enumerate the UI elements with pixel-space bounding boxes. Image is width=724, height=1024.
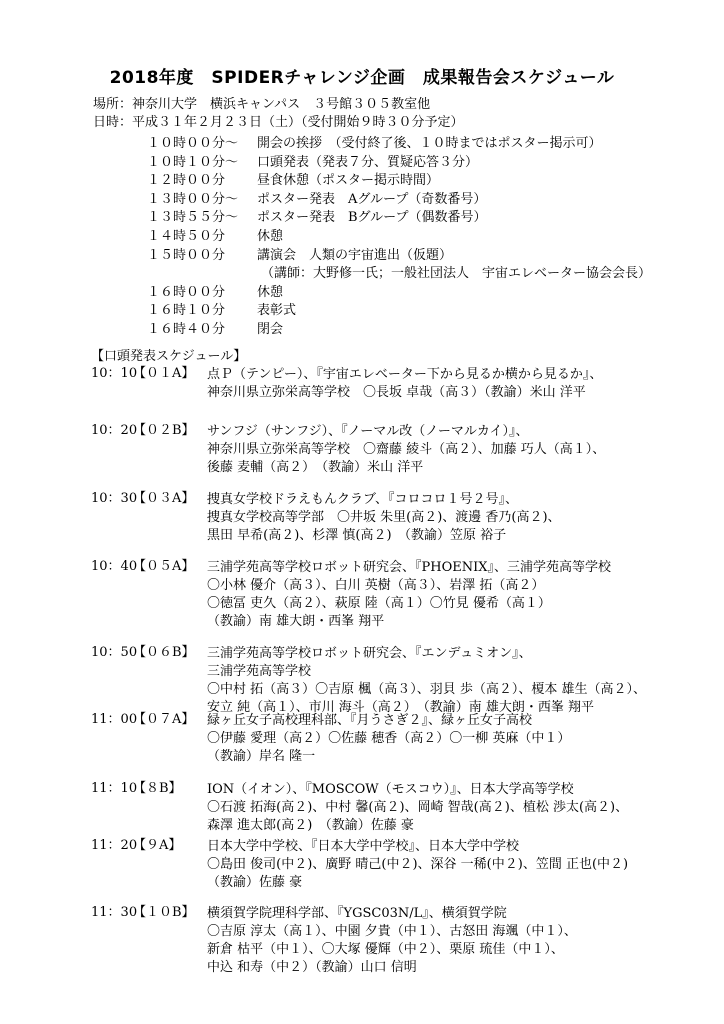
program-time: １３時５５分～ (147, 210, 239, 226)
session-members-line: 捜真女学校高等学部 〇井坂 朱里(高２)、渡邊 香乃(高２)、 (207, 510, 561, 525)
session-members-line: 三浦学苑高等学校 (207, 664, 312, 679)
program-time: １６時００分 (147, 284, 226, 300)
datetime-line: 日時：平成３１年２月２３日（土）（受付開始９時３０分予定） (93, 115, 464, 130)
session-code: 【９A】 (133, 838, 182, 853)
program-time: １０時１０分～ (147, 154, 239, 170)
program-time: １３時００分～ (147, 191, 239, 207)
program-time: １０時００分～ (147, 136, 239, 151)
session-code: 【０１A】 (133, 366, 195, 381)
program-time: １２時００分 (147, 173, 226, 189)
session-time: 10：10 (91, 366, 138, 381)
session-title-line: 捜真女学校ドラえもんクラブ、『コロコロ１号２号』、 (207, 492, 518, 507)
program-time: １４時５０分 (147, 229, 226, 244)
session-members-line: 〇徳冨 吏久（高２）、萩原 陸（高１）〇竹見 優希（高１） (207, 596, 551, 611)
session-members-line: （教諭）佐藤 豪 (207, 875, 303, 890)
oral-schedule-heading: 【口頭発表スケジュール】 (91, 349, 247, 364)
venue-line: 場所：神奈川大学 横浜キャンパス ３号館３０５教室他 (93, 97, 431, 112)
session-title-line: 点Ｐ（テンピー）、『宇宙エレベーター下から見るか横から見るか』、 (207, 367, 603, 382)
session-time: 11：20 (91, 838, 138, 853)
session-members-line: 〇吉原 淳太（高１）、中園 夕貴（中１）、古怒田 海颯（中１）、 (207, 924, 577, 939)
session-code: 【０２B】 (133, 423, 195, 438)
session-time: 10：50 (91, 645, 138, 660)
page-title: 2018年度 SPIDERチャレンジ企画 成果報告会スケジュール (109, 68, 615, 88)
session-members-line: （教諭）南 雄大朗・西峯 翔平 (207, 614, 385, 629)
session-members-line: 中込 和寿（中２）（教諭）山口 信明 (207, 960, 417, 975)
program-item: 休憩 (257, 229, 284, 244)
session-members-line: 〇小林 優介（高３）、白川 英樹（高３）、岩澤 拓（高２） (207, 578, 545, 593)
session-time: 10：30 (91, 491, 138, 506)
program-time: １６時１０分 (147, 303, 226, 319)
program-item: ポスター発表 Bグループ（偶数番号） (257, 210, 487, 226)
program-item: 昼食休憩（ポスター掲示時間） (257, 173, 440, 189)
program-item: ポスター発表 Aグループ（奇数番号） (257, 191, 487, 207)
program-time: １６時４０分 (147, 322, 226, 337)
session-title-line: 緑ヶ丘女子高校理科部、『月うさぎ２』、緑ヶ丘女子高校 (207, 713, 533, 728)
session-code: 【０６B】 (133, 645, 195, 660)
session-code: 【０５A】 (133, 559, 195, 574)
session-title-line: ION（イオン）、『MOSCOW（モスコウ）』、日本大学高等学校 (207, 782, 574, 797)
session-title-line: サンフジ（サンフジ）、『ノーマル改（ノーマルカイ）』、 (207, 424, 529, 439)
program-item: 閉会 (257, 322, 284, 337)
session-title-line: 日本大学中学校、『日本大学中学校』、日本大学中学校 (207, 839, 520, 854)
session-time: 11：00 (91, 712, 138, 727)
session-title-line: 三浦学苑高等学校ロボット研究会、『エンデュミオン』、 (207, 646, 532, 661)
session-members-line: 新倉 枯平（中１）、〇大塚 優輝（中２）、栗原 琉佳（中１）、 (207, 942, 564, 957)
session-members-line: 〇中村 拓（高３）〇吉原 楓（高３）、羽貝 歩（高２）、榎本 雄生（高２）、 (207, 682, 647, 697)
session-title-line: 三浦学苑高等学校ロボット研究会、『PHOENIX』、三浦学苑高等学校 (207, 560, 611, 575)
program-item: 表彰式 (257, 303, 297, 319)
session-members-line: 後藤 麦輔（高２） （教諭）米山 洋平 (207, 460, 424, 475)
program-item: 講演会 人類の宇宙進出（仮題） (257, 247, 453, 263)
session-members-line: （教諭）岸名 隆一 (207, 749, 316, 764)
session-members-line: 〇伊藤 愛理（高２）〇佐藤 穂香（高２）〇一柳 英麻（中１） (207, 731, 571, 746)
program-item: 口頭発表（発表７分、質疑応答３分） (257, 154, 479, 170)
session-time: 11：30 (91, 905, 138, 920)
session-title-line: 横須賀学院理科学部、『YGSC03N/L』、横須賀学院 (207, 906, 507, 921)
session-time: 10：40 (91, 559, 138, 574)
session-members-line: 神奈川県立弥栄高等学校 〇長坂 卓哉（高３）（教諭）米山 洋平 (207, 385, 586, 400)
program-time: １５時００分 (147, 247, 226, 263)
session-time: 11：10 (91, 781, 138, 796)
program-item: 開会の挨拶 （受付終了後、１０時まではポスター掲示可） (257, 136, 602, 151)
session-members-line: 〇石渡 拓海(高２)、中村 馨(高２)、岡崎 智哉(高２)、植松 渉太(高２)、 (207, 800, 629, 815)
session-members-line: 神奈川県立弥栄高等学校 〇齋藤 綾斗（高２）、加藤 巧人（高１）、 (207, 442, 606, 457)
session-members-line: 黒田 早希(高２)、杉澤 慎(高２) （教諭）笠原 裕子 (207, 528, 507, 543)
session-code: 【８B】 (133, 781, 182, 796)
session-members-line: 安立 純（高１）、市川 海斗（高２） （教諭）南 雄大朗・西峯 翔平 (207, 700, 595, 715)
program-item: 休憩 (257, 284, 284, 300)
session-members-line: 〇島田 俊司(中２)、廣野 晴己(中２)、深谷 一稀(中２)、笠間 正也(中２) (207, 857, 629, 872)
program-item: （講師：大野修一氏；一般社団法人 宇宙エレベーター協会会長） (261, 266, 652, 282)
session-code: 【１０B】 (133, 905, 195, 920)
session-code: 【０７A】 (133, 712, 195, 727)
session-code: 【０３A】 (133, 491, 195, 506)
session-time: 10：20 (91, 423, 138, 438)
session-members-line: 森澤 進太郎(高２) （教諭）佐藤 豪 (207, 818, 414, 833)
